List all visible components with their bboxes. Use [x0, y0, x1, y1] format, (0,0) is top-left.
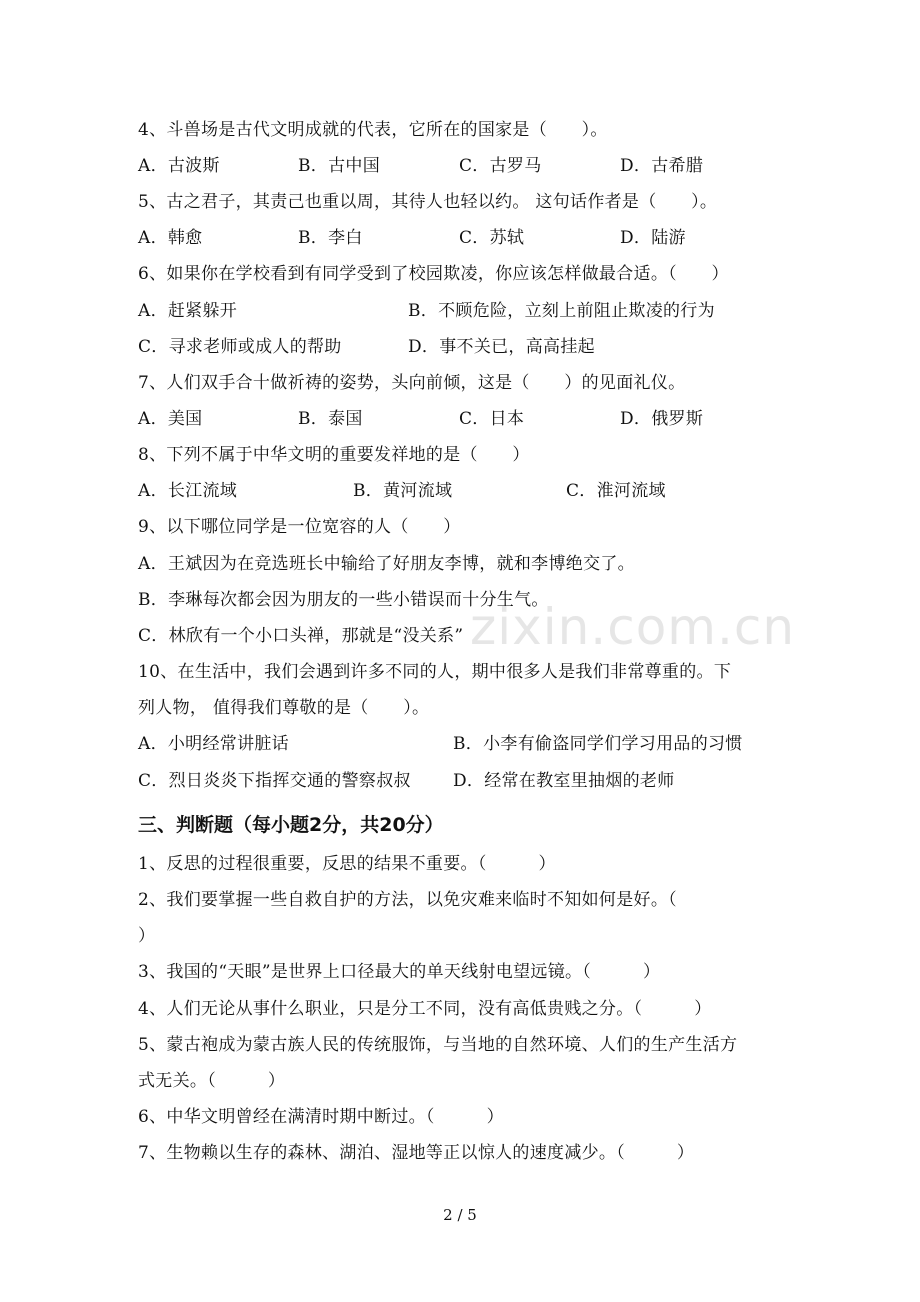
option-b: B．小李有偷盗同学们学习用品的习惯	[453, 734, 743, 754]
option-d: D．事不关已，高高挂起	[408, 337, 595, 357]
option-d: D．陆游	[620, 228, 686, 248]
option-c: C．苏轼	[459, 228, 525, 248]
question-5-stem: 5、古之君子，其责己也重以周，其待人也轻以约。 这句话作者是（ ）。	[138, 192, 718, 212]
option-a: A．赶紧躲开	[138, 301, 238, 321]
option-a: A．小明经常讲脏话	[138, 734, 289, 754]
judge-item-4: 4、人们无论从事什么职业，只是分工不同，没有高低贵贱之分。（ ）	[138, 999, 712, 1019]
judge-item-6: 6、中华文明曾经在满清时期中断过。（ ）	[138, 1107, 504, 1127]
question-4-stem: 4、斗兽场是古代文明成就的代表，它所在的国家是（ ）。	[138, 120, 608, 140]
option-c: C．古罗马	[459, 156, 542, 176]
judge-item-1: 1、反思的过程很重要，反思的结果不重要。（ ）	[138, 854, 556, 874]
judge-item-3: 3、我国的“天眼”是世界上口径最大的单天线射电望远镜。（ ）	[138, 962, 661, 982]
option-c: C．日本	[459, 409, 525, 429]
option-a: A．韩愈	[138, 228, 203, 248]
question-8-stem: 8、下列不属于中华文明的重要发祥地的是（ ）	[138, 445, 530, 465]
question-9-option-a: A．王斌因为在竞选班长中输给了好朋友李博，就和李博绝交了。	[138, 554, 635, 574]
section-3-heading: 三、判断题（每小题2分，共20分）	[138, 814, 444, 836]
question-7-stem: 7、人们双手合十做祈祷的姿势，头向前倾，这是（ ）的见面礼仪。	[138, 373, 686, 393]
option-b: B．不顾危险，立刻上前阻止欺凌的行为	[408, 301, 715, 321]
option-a: A．长江流域	[138, 481, 238, 501]
option-b: B．李白	[298, 228, 363, 248]
option-b: B．泰国	[298, 409, 363, 429]
judge-item-2-line1: 2、我们要掌握一些自救自护的方法，以免灾难来临时不知如何是好。（	[138, 890, 677, 910]
question-9-stem: 9、以下哪位同学是一位宽容的人（ ）	[138, 517, 461, 537]
option-d: D．俄罗斯	[620, 409, 704, 429]
question-9-option-c: C．林欣有一个小口头禅，那就是“没关系”	[138, 626, 464, 646]
option-d: D．古希腊	[620, 156, 704, 176]
question-6-stem: 6、如果你在学校看到有同学受到了校园欺凌，你应该怎样做最合适。（ ）	[138, 264, 729, 284]
option-a: A．美国	[138, 409, 203, 429]
option-a: A．古波斯	[138, 156, 220, 176]
question-9-option-b: B．李琳每次都会因为朋友的一些小错误而十分生气。	[138, 590, 549, 610]
question-10-stem-line2: 列人物， 值得我们尊敬的是（ ）。	[138, 698, 430, 718]
judge-item-5-line2: 式无关。（ ）	[138, 1071, 286, 1091]
page-number: 2 / 5	[443, 1206, 477, 1224]
judge-item-5-line1: 5、蒙古袍成为蒙古族人民的传统服饰，与当地的自然环境、人们的生产生活方	[138, 1035, 738, 1055]
watermark: zixin.com.cn	[470, 598, 796, 656]
option-c: C．寻求老师或成人的帮助	[138, 337, 342, 357]
option-d: D．经常在教室里抽烟的老师	[453, 771, 675, 791]
judge-item-2-line2: ）	[138, 926, 156, 946]
option-b: B．古中国	[298, 156, 380, 176]
judge-item-7: 7、生物赖以生存的森林、湖泊、湿地等正以惊人的速度减少。（ ）	[138, 1143, 695, 1163]
option-b: B．黄河流域	[353, 481, 453, 501]
option-c: C．烈日炎炎下指挥交通的警察叔叔	[138, 771, 411, 791]
option-c: C．淮河流域	[566, 481, 666, 501]
question-10-stem-line1: 10、在生活中，我们会遇到许多不同的人，期中很多人是我们非常尊重的。下	[138, 662, 732, 682]
